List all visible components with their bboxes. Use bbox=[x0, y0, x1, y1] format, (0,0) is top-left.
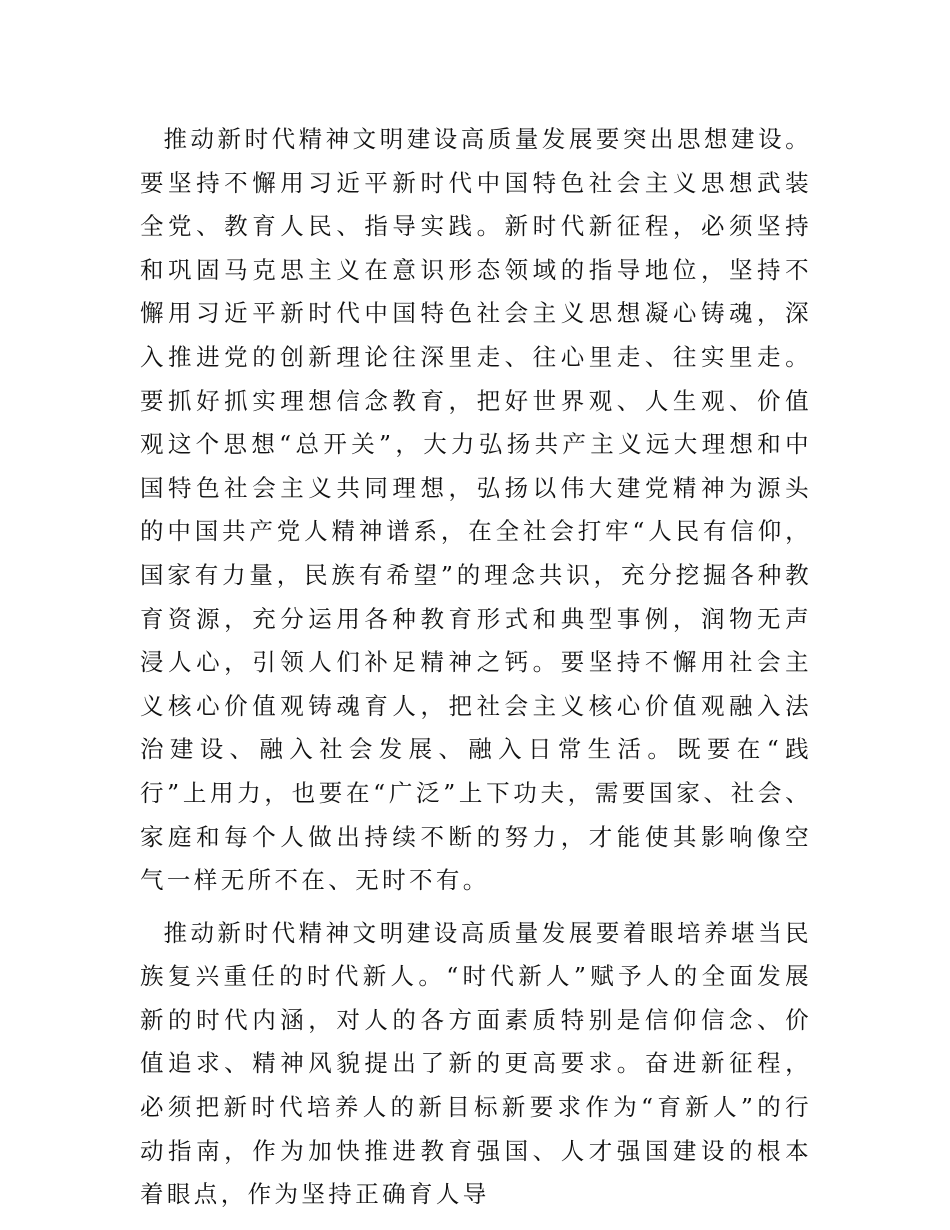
paragraph-ideological-building: 推动新时代精神文明建设高质量发展要突出思想建设。要坚持不懈用习近平新时代中国特色社会主义思想武装全党、教育人民、指导实践。新时代新征程，必须坚持和巩固马克思主义在意识形态领域的指导地位，坚持不懈用习近平新时代中国特色社会主义思想凝心铸魂，深入推进党的创新理论往深里走、往心里走、往实里走。要抓好抓实理想信念教育，把好世界观、人生观、价值观这个思想“总开关”，大力弘扬共产主义远大理想和中国特色社会主义共同理想，弘扬以伟大建党精神为源头的中国共产党人精神谱系，在全社会打牢“人民有信仰，国家有力量，民族有希望”的理念共识，充分挖掘各种教育资源，充分运用各种教育形式和典型事例，润物无声浸人心，引领人们补足精神之钙。要坚持不懈用社会主义核心价值观铸魂育人，把社会主义核心价值观融入法治建设、融入社会发展、融入日常生活。既要在“践行”上用力，也要在“广泛”上下功夫，需要国家、社会、家庭和每个人做出持续不断的努力，才能使其影响像空气一样无所不在、无时不有。 bbox=[140, 125, 812, 895]
document-body bbox=[140, 118, 812, 1217]
paragraph-new-era-people: 推动新时代精神文明建设高质量发展要着眼培养堪当民族复兴重任的时代新人。“时代新人”赋予人的全面发展新的时代内涵，对人的各方面素质特别是信仰信念、价值追求、精神风貌提出了新的更高要求。奋进新征程，必须把新时代培养人的新目标新要求作为“育新人”的行动指南，作为加快推进教育强国、人才强国建设的根本着眼点，作为坚持正确育人导 bbox=[140, 918, 812, 1209]
